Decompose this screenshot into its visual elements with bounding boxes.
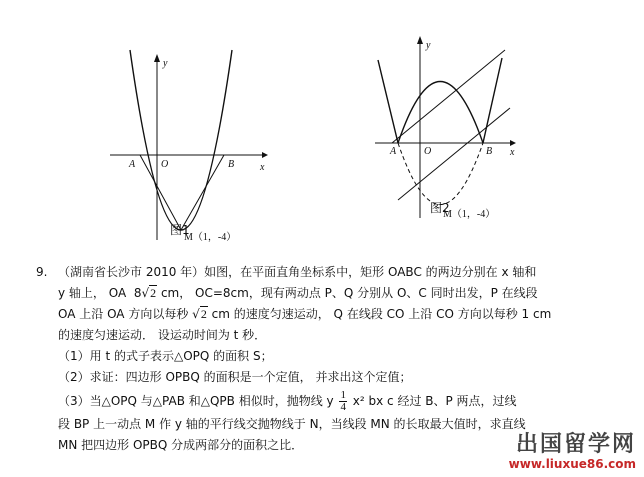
origin-label: O (161, 159, 169, 170)
curve-left-branch (378, 60, 398, 143)
dashed-parabola (398, 143, 483, 205)
problem-number: 9. (36, 265, 48, 279)
problem-line-2 (36, 283, 616, 304)
problem-line-4 (36, 325, 616, 346)
line4-text: 的速度匀速运动． 设运动时间为 t 秒． (58, 328, 267, 342)
vertex-m-label: M（1，-4） (443, 209, 496, 220)
y-axis-arrow (417, 36, 423, 44)
problem-9 (36, 262, 616, 456)
speed-radicand: 2 (200, 307, 207, 321)
question-2-text: （2）求证：四边形 OPBQ 的面积是一个定值， 并求出这个定值； (58, 370, 412, 384)
line3-start: OA 上沿 OA 方向以每秒 (58, 307, 189, 321)
figure-1 (100, 40, 280, 250)
origin-label: O (424, 146, 432, 157)
x-axis-arrow (262, 152, 268, 158)
vertex-m-label: M（1，-4） (184, 232, 237, 243)
watermark-site-name: 出国留学网 (515, 432, 636, 457)
x-axis-label: x (260, 162, 265, 173)
y-axis-label: y (426, 40, 431, 51)
question-3-formula-end: x² bx c 经过 B、P 两点，过线 (348, 394, 517, 408)
question-1 (36, 346, 616, 367)
point-b-label: B (486, 146, 493, 157)
question-3-line-2-text: 段 BP 上一动点 M 作 y 轴的平行线交抛物线于 N，当线段 MN 的长取最大值时，求直线 (58, 417, 526, 431)
fraction-numerator: 1 (340, 389, 346, 401)
question-1-text: （1）用 t 的式子表示△OPQ 的面积 S； (58, 349, 273, 363)
tangent-line-upper (392, 50, 505, 143)
point-a-label: A (390, 146, 397, 157)
point-b-label: B (228, 159, 235, 170)
question-2 (36, 367, 616, 388)
curve-right-branch (483, 58, 502, 143)
site-watermark (509, 433, 636, 471)
line2-end: cm， OC=8cm，现有两动点 P、Q 分别从 O、C 同时出发，P 在线段 (157, 286, 538, 300)
figure-2 (370, 30, 530, 225)
problem-line-1 (36, 262, 616, 283)
question-3-start: （3）当△OPQ 与△PAB 和△QPB 相似时，抛物线 y (58, 394, 334, 408)
x-axis-arrow (510, 140, 516, 146)
line3-end: cm 的速度匀速运动， Q 在线段 CO 上沿 CO 方向以每秒 1 cm (207, 307, 552, 321)
oa-radicand: 2 (150, 286, 157, 300)
y-axis-label: y (163, 58, 168, 69)
watermark-url: www.liuxue86.com (508, 457, 636, 471)
oa-coefficient: 8 (133, 286, 142, 300)
parabola-curve (130, 50, 235, 230)
problem-line-3 (36, 304, 616, 325)
x-axis-label: x (510, 147, 515, 158)
fraction-one-quarter (339, 390, 347, 413)
question-3 (36, 388, 616, 414)
figure-2-caption: 图2 (430, 201, 450, 215)
line2-start: y 轴上， OA (58, 286, 127, 300)
flipped-parabola (398, 82, 483, 144)
question-3-line-3-text: MN 把四边形 OPBQ 分成两部分的面积之比． (58, 438, 304, 452)
problem-intro: （湖南省长沙市 2010 年）如图，在平面直角坐标系中，矩形 OABC 的两边分别在 x 轴和 (58, 265, 537, 279)
y-axis-arrow (154, 54, 160, 62)
segment-bm (181, 155, 224, 230)
tangent-line-lower (398, 108, 510, 200)
fraction-denominator: 4 (340, 401, 346, 413)
sqrt-symbol: √ (141, 286, 150, 300)
point-a-label: A (129, 159, 136, 170)
figure-1-caption: 图1 (170, 223, 190, 237)
sqrt-symbol: √ (192, 307, 200, 321)
